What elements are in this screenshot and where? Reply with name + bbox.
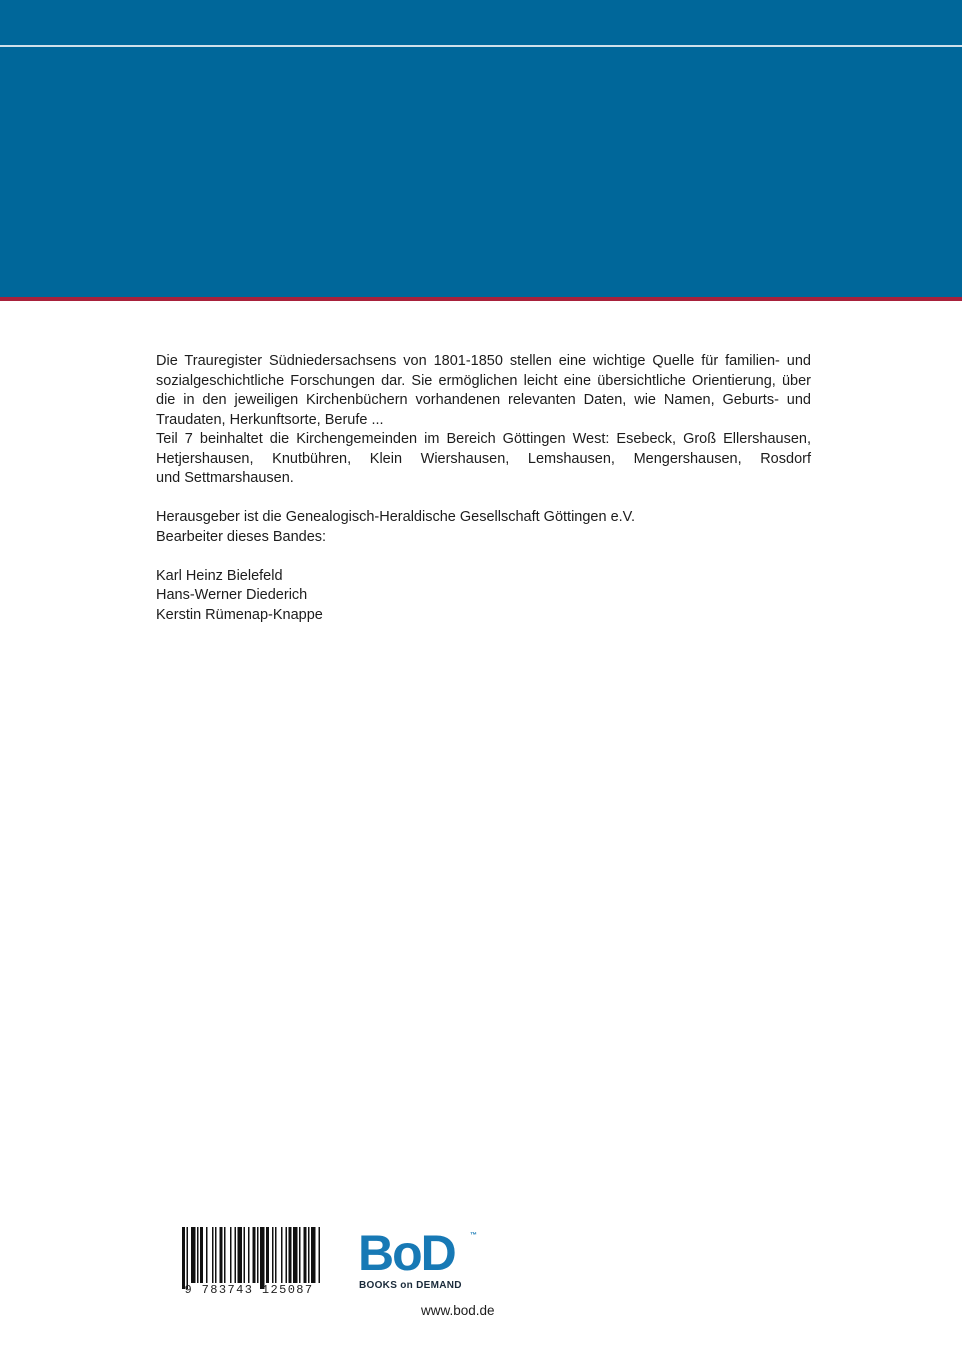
barcode-bar — [275, 1227, 277, 1283]
barcode-bar — [266, 1227, 269, 1283]
barcode-bar — [200, 1227, 203, 1283]
blurb-paragraph-contents-end: und Settmarshausen. — [156, 470, 294, 486]
isbn-digits: 9 783743 125087 — [184, 1283, 314, 1297]
barcode-bar — [230, 1227, 232, 1283]
barcode-bar — [206, 1227, 208, 1283]
barcode-bar — [235, 1227, 237, 1283]
barcode-bar — [253, 1227, 256, 1283]
header-top-rule — [0, 45, 962, 47]
bod-logo — [358, 1225, 488, 1293]
editor-name: Kerstin Rümenap-Knappe — [156, 606, 323, 623]
barcode-bars — [174, 1227, 324, 1289]
barcode-bar — [244, 1227, 246, 1283]
editors-label: Bearbeiter dieses Bandes: — [156, 528, 327, 545]
barcode-bar — [248, 1227, 250, 1283]
barcode-bar — [299, 1227, 301, 1283]
barcode-bar — [238, 1227, 243, 1283]
barcode-bar — [187, 1227, 189, 1289]
editor-name: Karl Heinz Bielefeld — [156, 567, 283, 584]
barcode-bar — [220, 1227, 223, 1283]
isbn-barcode — [174, 1227, 324, 1302]
barcode-bar — [319, 1227, 321, 1283]
barcode-bar — [182, 1227, 185, 1289]
barcode-bar — [257, 1227, 259, 1283]
bod-logo-mark: BoD — [358, 1225, 455, 1281]
editor-name: Hans-Werner Diederich — [156, 587, 308, 603]
barcode-bar — [308, 1227, 310, 1283]
barcode-bar — [281, 1227, 283, 1283]
barcode-bar — [215, 1227, 217, 1283]
header-bottom-rule — [0, 297, 962, 301]
barcode-bar — [212, 1227, 214, 1283]
bod-tagline: BOOKS on DEMAND — [359, 1280, 462, 1291]
barcode-bar — [293, 1227, 298, 1283]
barcode-bar — [304, 1227, 307, 1283]
bod-trademark: ™ — [470, 1232, 477, 1239]
barcode-bar — [289, 1227, 292, 1283]
blurb-paragraph-contents: Teil 7 beinhaltet die Kirchengemeinden im Bereich Göttingen West: Esebeck, Groß Ellershausen, Hetjershausen, Knutbühren, Klein Wiershausen, Lemshausen, Mengershausen, Rosdorf — [156, 431, 811, 467]
barcode-bar — [272, 1227, 274, 1283]
barcode-bar — [286, 1227, 288, 1283]
barcode-bar — [311, 1227, 316, 1283]
back-cover-blurb — [156, 352, 811, 625]
publisher-url: www.bod.de — [421, 1303, 495, 1318]
barcode-bar — [224, 1227, 226, 1283]
barcode-bar — [191, 1227, 196, 1283]
barcode-bar — [260, 1227, 265, 1289]
blurb-paragraph-intro: Die Trauregister Südniedersachsens von 1801-1850 stellen eine wichtige Quelle für familien- und sozialgeschichtliche Forschungen dar. Sie ermöglichen leicht eine übersichtliche Orientierung, über die in den jeweiligen Kirchenbüchern vorhandenen relevanten Daten, wie Namen, Geburts- und Traudaten, Herkunftsorte, Berufe ... — [156, 353, 811, 428]
barcode-bar — [197, 1227, 199, 1283]
publisher-statement: Herausgeber ist die Genealogisch-Heraldische Gesellschaft Göttingen e.V. — [156, 509, 636, 525]
